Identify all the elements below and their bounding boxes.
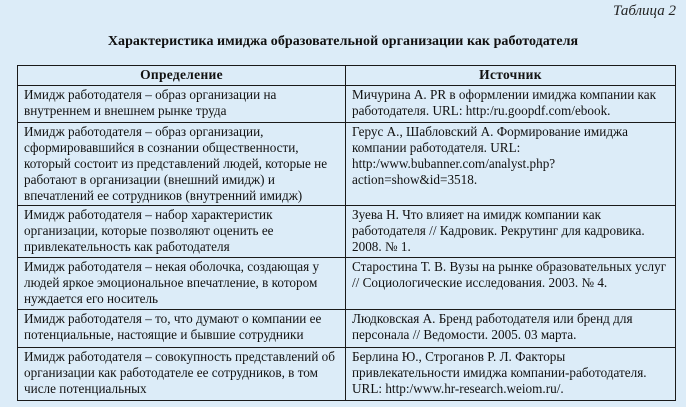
- column-header-definition: Определение: [18, 66, 346, 86]
- table-row: [18, 310, 676, 348]
- table-row: [18, 206, 676, 258]
- source-cell: Зуева Н. Что влияет на имидж компании как работодателя // Кадровик. Рекрутинг для кадровика. 2008. № 1.: [346, 206, 676, 258]
- source-cell: Герус А., Шабловский А. Формирование имиджа компании работодателя. URL: http:/www.bubanner.com/analyst.php?action=show&id=3518.: [346, 123, 676, 206]
- source-cell: Людковская А. Бренд работодателя или бренд для персонала // Ведомости. 2005. 03 марта.: [346, 310, 676, 348]
- source-cell: Мичурина А. PR в оформлении имиджа компании как работодателя. URL: http:/ru.goopdf.com/ebook.: [346, 86, 676, 123]
- definition-cell: Имидж работодателя – набор характеристик организации, которые позволяют оценить ее привлекательность как работодателя: [18, 206, 346, 258]
- source-cell: Берлина Ю., Строганов Р. Л. Факторы привлекательности имиджа компании-работодателя. URL: http:/www.hr-research.weiom.ru/.: [346, 348, 676, 401]
- table-row: [18, 258, 676, 310]
- employer-image-table: [17, 65, 676, 401]
- table-number-label: Таблица 2: [613, 3, 676, 19]
- table-title: Характеристика имиджа образовательной организации как работодателя: [107, 34, 579, 49]
- definition-cell: Имидж работодателя – некая оболочка, создающая у людей яркое эмоциональное впечатление, в котором нуждается его носитель: [18, 258, 346, 310]
- definition-cell: Имидж работодателя – то, что думают о компании ее потенциальные, настоящие и бывшие сотрудники: [18, 310, 346, 348]
- table-header-row: [18, 66, 676, 86]
- column-header-source: Источник: [346, 66, 676, 86]
- table-row: [18, 123, 676, 206]
- definition-cell: Имидж работодателя – образ организации, сформировавшийся в сознании общественности, который состоит из представлений людей, которые не работают в организации (внешний имидж) и впечатлений ее сотрудников (внутренний имидж): [18, 123, 346, 206]
- definition-cell: Имидж работодателя – образ организации на внутреннем и внешнем рынке труда: [18, 86, 346, 123]
- table-row: [18, 86, 676, 123]
- source-cell: Старостина Т. В. Вузы на рынке образовательных услуг // Социологические исследования. 2003. № 4.: [346, 258, 676, 310]
- table-row: [18, 348, 676, 401]
- definition-cell: Имидж работодателя – совокупность представлений об организации как работодателе ее сотрудников, в том числе потенциальных: [18, 348, 346, 401]
